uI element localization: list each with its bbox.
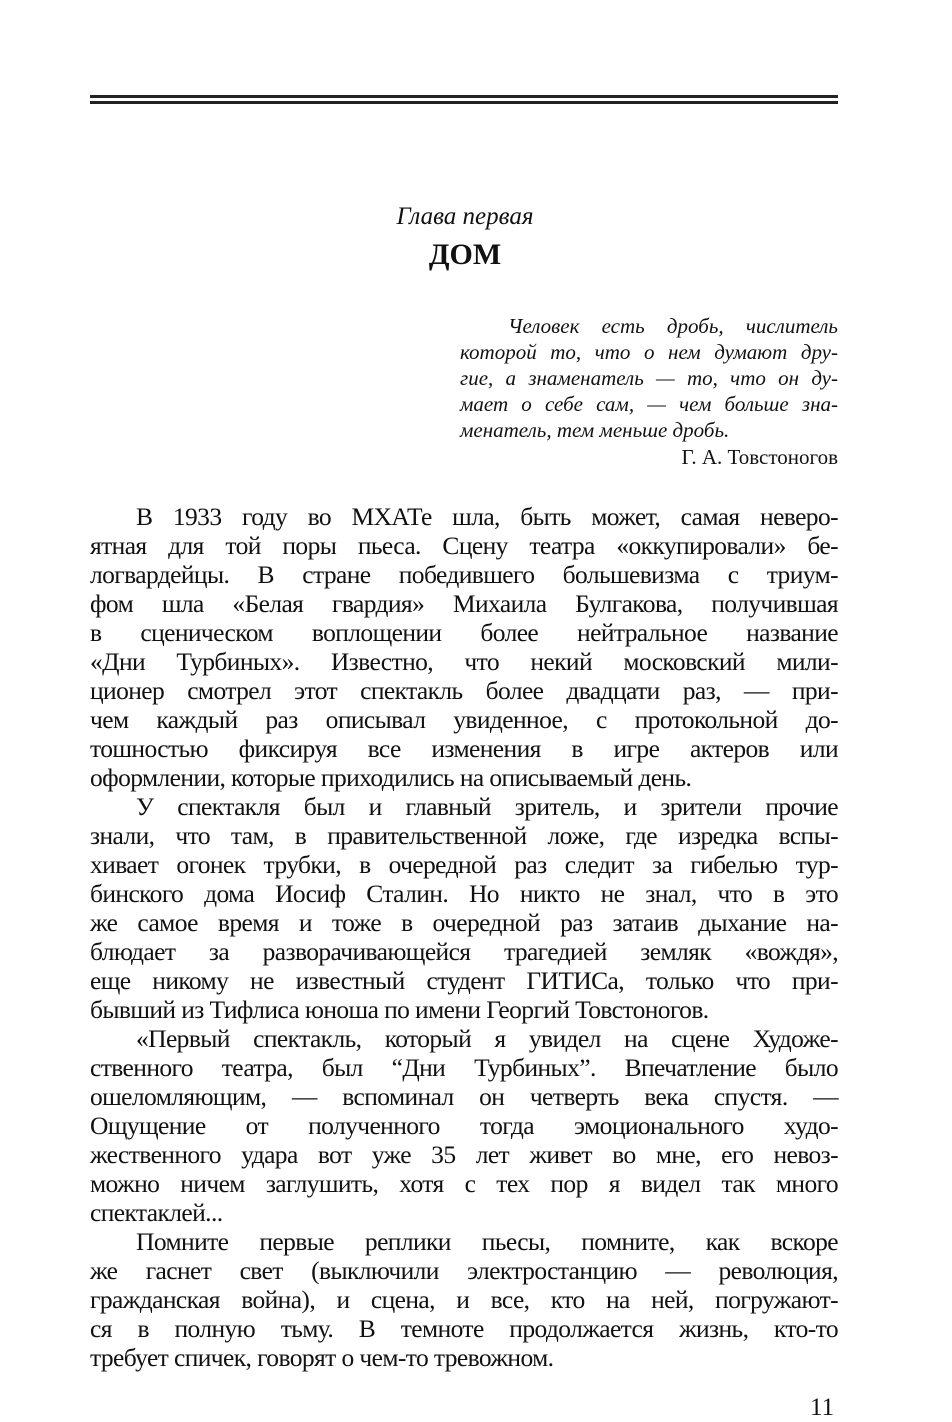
epigraph-line: которой то, что о нем думают дру- (460, 340, 838, 364)
epigraph-line: менатель, тем меньше дробь. (460, 418, 730, 442)
text-line: ционер смотрел этот спектакль более двадцати раз, — при- (90, 676, 838, 705)
text-line: ошеломляющим, — вспоминал он четверть века спустя. — (90, 1082, 838, 1111)
text-line: жественного удара вот уже 35 лет живет во мне, его невоз- (90, 1140, 838, 1169)
text-line: логвардейцы. В стране победившего большевизма с триум- (90, 560, 838, 589)
text-line: Ощущение от полученного тогда эмоционального худо- (90, 1111, 838, 1140)
text-line: в сценическом воплощении более нейтральное название (90, 618, 838, 647)
text-line: требует спичек, говорят о чем-то тревожном. (90, 1343, 554, 1372)
text-line: оформлении, которые приходились на описываемый день. (90, 763, 692, 792)
text-line: спектаклей... (90, 1198, 223, 1227)
header-rule-bottom (90, 101, 838, 104)
text-line: же гаснет свет (выключили электростанцию — революция, (90, 1256, 838, 1285)
chapter-title: ДОМ (428, 238, 502, 271)
text-line: можно ничем заглушить, хотя с тех пор я видел так много (90, 1169, 838, 1198)
text-line: же самое время и тоже в очередной раз затаив дыхание на- (90, 908, 838, 937)
epigraph-attribution: Г. А. Товстоногов (681, 445, 838, 469)
text-line: хивает огонек трубки, в очередной раз следит за гибелью тур- (90, 850, 838, 879)
text-line: блюдает за разворачивающейся трагедией земляк «вождя», (90, 937, 838, 966)
text-line: гражданская война), и сцена, и все, кто на ней, погружают- (90, 1285, 838, 1314)
page-number: 11 (810, 1394, 835, 1421)
text-line: еще никому не известный студент ГИТИСа, только что при- (90, 966, 838, 995)
epigraph-line: гие, а знаменатель — то, что он ду- (460, 366, 838, 390)
text-line: бывший из Тифлиса юноша по имени Георгий Товстоногов. (90, 995, 709, 1024)
body-text (90, 502, 838, 1372)
epigraph (460, 313, 838, 443)
text-line: ся в полную тьму. В темноте продолжается жизнь, кто-то (90, 1314, 838, 1343)
text-line: ственного театра, был “Дни Турбиных”. Впечатление было (90, 1053, 838, 1082)
chapter-label: Глава первая (396, 203, 534, 230)
epigraph-line: Человек есть дробь, числитель (508, 314, 838, 338)
header-rule-top (90, 95, 838, 98)
text-line: бинского дома Иосиф Сталин. Но никто не знал, что в это (90, 879, 838, 908)
text-line: фом шла «Белая гвардия» Михаила Булгакова, получившая (90, 589, 838, 618)
text-line: «Первый спектакль, который я увидел на сцене Художе- (136, 1024, 838, 1053)
epigraph-line: мает о себе сам, — чем больше зна- (460, 392, 838, 416)
text-line: «Дни Турбиных». Известно, что некий московский мили- (90, 647, 838, 676)
text-line: Помните первые реплики пьесы, помните, как вскоре (136, 1227, 838, 1256)
text-line: тошностью фиксируя все изменения в игре актеров или (90, 734, 838, 763)
text-line: У спектакля был и главный зритель, и зрители прочие (136, 792, 838, 821)
text-line: ятная для той поры пьеса. Сцену театра «оккупировали» бе- (90, 531, 838, 560)
text-line: чем каждый раз описывал увиденное, с протокольной до- (90, 705, 838, 734)
text-line: В 1933 году во МХАТе шла, быть может, самая неверо- (136, 502, 838, 531)
text-line: знали, что там, в правительственной ложе, где изредка вспы- (90, 821, 838, 850)
